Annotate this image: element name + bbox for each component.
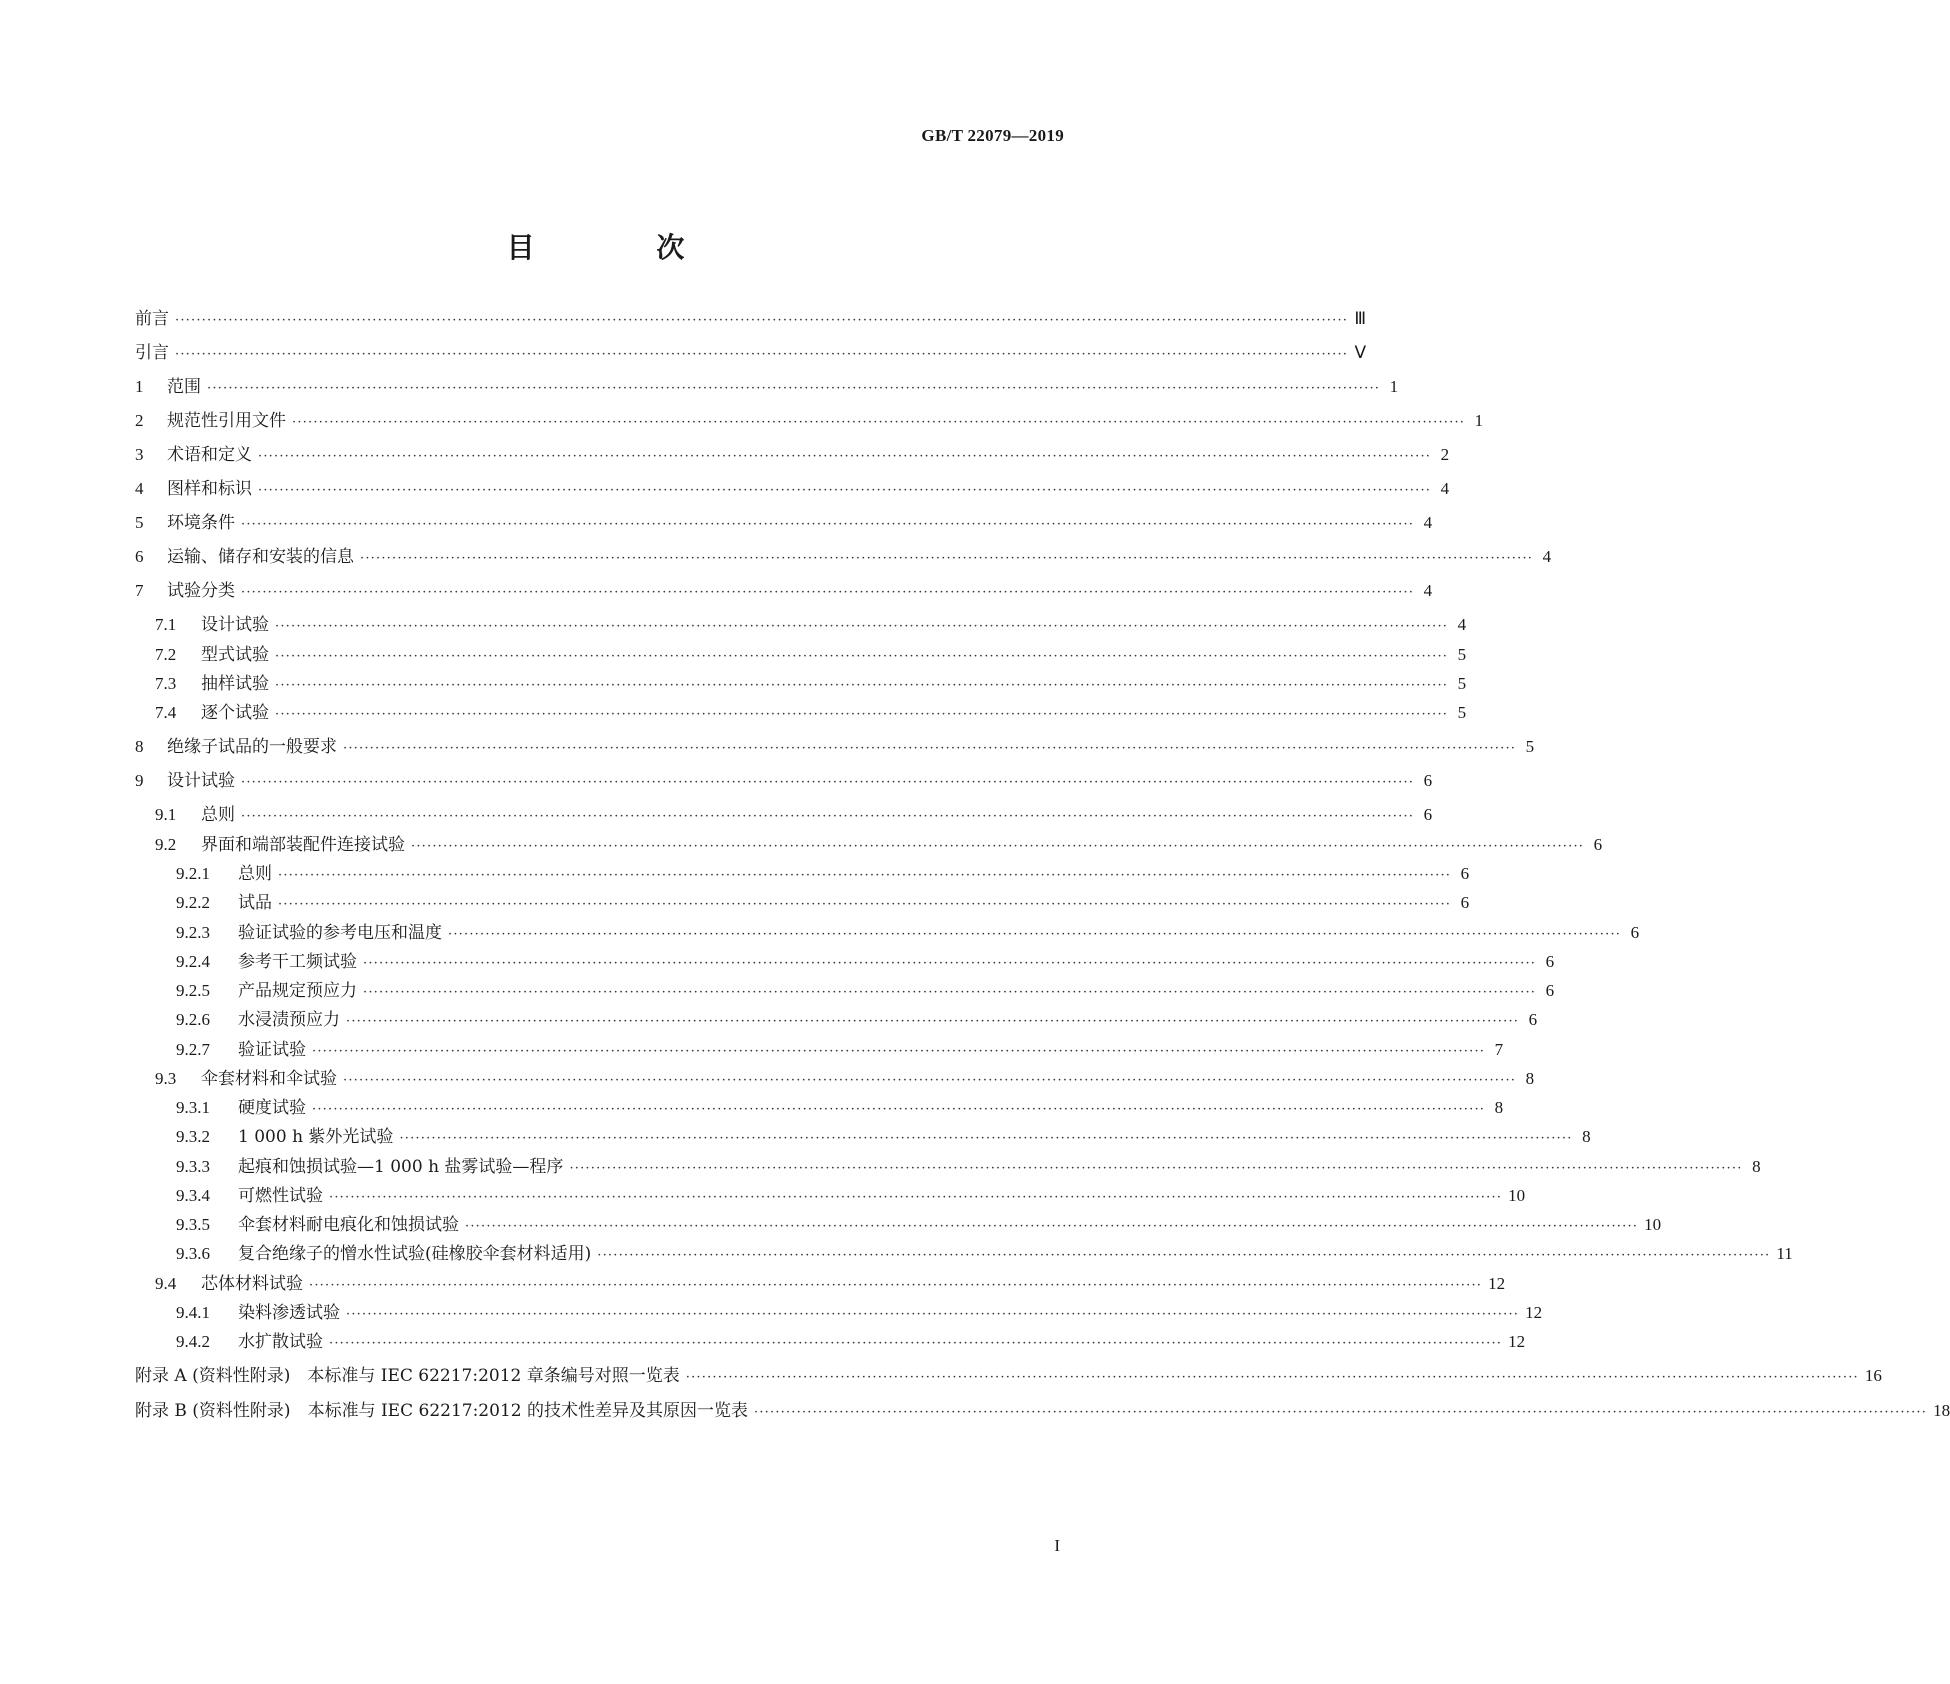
toc-entry-page: 6 [1460,864,1470,883]
toc-entry-label: 伞套材料耐电痕化和蚀损试验 [238,1215,459,1235]
toc-entry-page: 10 [1508,1186,1526,1205]
toc-entry-number: 9.3.1 [176,1098,210,1117]
toc-entry-label: 设计试验 [201,615,269,635]
dot-leader: ···························································································································································································································· [258,483,1432,498]
toc-entry-number: 6 [135,547,144,566]
toc-entry-label: 绝缘子试品的一般要求 [167,737,337,757]
toc-entry-page: 8 [1494,1098,1504,1117]
dot-leader: ···························································································································································································································· [329,1336,1503,1351]
dot-leader: ···························································································································································································································· [465,1219,1639,1234]
toc-entry-page: 4 [1423,513,1433,532]
dot-leader: ···························································································································································································································· [258,449,1432,464]
toc-entry-label: 水浸渍预应力 [238,1010,340,1030]
toc-entry[interactable] [176,978,1555,1002]
toc-entry[interactable] [176,1124,1591,1148]
toc-entry-page: Ⅴ [1354,343,1367,362]
toc-entry[interactable] [155,802,1433,826]
toc-entry[interactable] [135,510,1433,534]
toc-entry-label: 总则 [201,805,235,825]
toc-entry-page: 6 [1460,893,1470,912]
page-number: I [1054,1536,1060,1555]
toc-entry-page: 6 [1630,923,1640,942]
toc-entry-label: 试品 [238,893,272,913]
dot-leader: ···························································································································································································································· [346,1014,1520,1029]
toc-entry-label: 界面和端部装配件连接试验 [201,835,405,855]
standard-code: GB/T 22079—2019 [921,126,1064,145]
toc-entry-label: 前言 [135,309,169,329]
dot-leader: ···························································································································································································································· [685,1370,1859,1385]
toc-entry-page: 4 [1423,581,1433,600]
dot-leader: ···························································································································································································································· [448,927,1622,942]
toc-entry-number: 1 [135,377,144,396]
toc-entry-label: 验证试验 [238,1040,306,1060]
toc-entry[interactable] [155,642,1467,666]
toc-entry-label: 芯体材料试验 [201,1274,303,1294]
dot-leader: ···························································································································································································································· [175,347,1349,362]
toc-entry[interactable] [135,544,1552,568]
toc-entry-label: 设计试验 [167,771,235,791]
toc-entry-page: 12 [1488,1274,1506,1293]
toc-entry-page: 4 [1457,615,1467,634]
toc-entry[interactable] [176,1183,1526,1207]
toc-entry-page: 6 [1423,805,1433,824]
toc-entry-number: 9.4 [155,1274,177,1293]
toc-entry-label: 引言 [135,343,169,363]
toc-entry[interactable] [135,1398,1950,1422]
toc-entry-label: 产品规定预应力 [238,981,357,1001]
toc-entry-page: 6 [1593,835,1603,854]
toc-entry-page: 4 [1542,547,1552,566]
toc-entry-number: 9.2.6 [176,1010,210,1029]
dot-leader: ···························································································································································································································· [343,741,1517,756]
toc-entry-label: 术语和定义 [167,445,252,465]
toc-entry-page: 2 [1440,445,1450,464]
toc-entry-label: 1 000 h 紫外光试验 [238,1127,394,1147]
toc-entry-label: 起痕和蚀损试验—1 000 h 盐雾试验—程序 [238,1157,564,1177]
toc-entry-number: 9.2.2 [176,893,210,912]
dot-leader: ···························································································································································································································· [241,585,1415,600]
dot-leader: ···························································································································································································································· [312,1102,1486,1117]
toc-entry-number: 9.2.1 [176,864,210,883]
toc-entry[interactable] [155,612,1467,636]
dot-leader: ···························································································································································································································· [399,1131,1573,1146]
toc-entry-page: 8 [1752,1157,1761,1176]
toc-entry[interactable] [176,1329,1526,1353]
toc-entry-page: 11 [1776,1244,1793,1263]
toc-entry-label: 型式试验 [201,645,269,665]
toc-entry-label: 硬度试验 [238,1098,306,1118]
toc-entry-number: 2 [135,411,144,430]
toc-entry-number: 7.4 [155,703,177,722]
dot-leader: ···························································································································································································································· [329,1190,1503,1205]
toc-entry-page: 18 [1933,1401,1950,1420]
toc-entry[interactable] [135,306,1367,330]
dot-leader: ···························································································································································································································· [753,1405,1928,1420]
toc-entry-label: 抽样试验 [201,674,269,694]
toc-entry-label: 试验分类 [167,581,235,601]
dot-leader: ···························································································································································································································· [363,956,1537,971]
toc-entry-number: 9.2 [155,835,177,854]
toc-entry-number: 7.1 [155,615,177,634]
toc-entry-page: 7 [1494,1040,1504,1059]
toc-entry-number: 7.2 [155,645,177,664]
dot-leader: ···························································································································································································································· [312,1044,1486,1059]
toc-entry[interactable] [155,671,1467,695]
toc-entry-page: 16 [1864,1366,1882,1385]
toc-entry[interactable] [135,768,1433,792]
toc-entry-page: 10 [1644,1215,1662,1234]
toc-entry-page: 5 [1457,645,1467,664]
toc-entry[interactable] [135,734,1535,758]
toc-entry-label: 规范性引用文件 [167,411,286,431]
toc-entry-number: 9.4.1 [176,1303,210,1322]
toc-entry-label: 总则 [238,864,272,884]
dot-leader: ···························································································································································································································· [363,985,1537,1000]
toc-entry-label: 参考干工频试验 [238,952,357,972]
toc-entry-page: 5 [1525,737,1535,756]
dot-leader: ···························································································································································································································· [241,517,1415,532]
toc-entry-page: 6 [1423,771,1433,790]
toc-entry[interactable] [176,890,1470,914]
toc-entry-page: 5 [1457,703,1467,722]
toc-entry-number: 4 [135,479,144,498]
toc-entry[interactable] [176,1212,1662,1236]
toc-entry[interactable] [176,1037,1504,1061]
dot-leader: ···························································································································································································································· [346,1307,1520,1322]
toc-entry[interactable] [135,408,1484,432]
toc-entry-label: 附录 B (资料性附录) 本标准与 IEC 62217:2012 的技术性差异及其原因一览表 [135,1401,748,1421]
toc-entry-number: 9.4.2 [176,1332,210,1351]
toc-title: 目 次 [506,231,741,264]
dot-leader: ···························································································································································································································· [275,707,1449,722]
toc-entry-page: 5 [1457,674,1467,693]
toc-entry-number: 7 [135,581,144,600]
toc-entry-number: 9.2.7 [176,1040,210,1059]
toc-entry-number: 7.3 [155,674,177,693]
dot-leader: ···························································································································································································································· [309,1278,1483,1293]
toc-entry-label: 复合绝缘子的憎水性试验(硅橡胶伞套材料适用) [238,1244,592,1264]
dot-leader: ···························································································································································································································· [292,415,1466,430]
toc-entry[interactable] [135,578,1433,602]
toc-entry-label: 染料渗透试验 [238,1303,340,1323]
toc-entry-label: 可燃性试验 [238,1186,323,1206]
dot-leader: ···························································································································································································································· [569,1161,1743,1176]
toc-entry-label: 运输、储存和安装的信息 [167,547,354,567]
toc-entry-page: 1 [1474,411,1484,430]
toc-entry[interactable] [176,949,1555,973]
toc-entry-label: 逐个试验 [201,703,269,723]
dot-leader: ···························································································································································································································· [411,839,1585,854]
toc-entry[interactable] [176,1007,1538,1031]
toc-entry-number: 9.3.3 [176,1157,210,1176]
dot-leader: ···························································································································································································································· [175,313,1349,328]
dot-leader: ···························································································································································································································· [360,551,1534,566]
toc-entry-number: 8 [135,737,144,756]
toc-entry[interactable] [135,442,1450,466]
toc-entry-number: 9.1 [155,805,177,824]
toc-entry-label: 环境条件 [167,513,235,533]
toc-entry[interactable] [176,861,1470,885]
toc-entry[interactable] [155,1271,1506,1295]
toc-entry-label: 验证试验的参考电压和温度 [238,923,442,943]
toc-entry-number: 9.3 [155,1069,177,1088]
toc-entry[interactable] [135,374,1399,398]
toc-entry-page: 8 [1582,1127,1591,1146]
dot-leader: ···························································································································································································································· [275,619,1449,634]
dot-leader: ···························································································································································································································· [343,1073,1517,1088]
dot-leader: ···························································································································································································································· [241,775,1415,790]
toc-entry-page: 4 [1440,479,1450,498]
toc-entry-page: 6 [1545,952,1555,971]
toc-entry-page: 12 [1508,1332,1526,1351]
toc-entry-number: 9.3.2 [176,1127,210,1146]
toc-entry-label: 水扩散试验 [238,1332,323,1352]
toc-entry[interactable] [176,1300,1543,1324]
toc-entry[interactable] [155,700,1467,724]
toc-entry-number: 9.3.4 [176,1186,210,1205]
toc-entry-label: 范围 [167,377,201,397]
toc-entry-page: 12 [1525,1303,1543,1322]
toc-entry[interactable] [155,832,1603,856]
toc-entry-page: 1 [1389,377,1399,396]
dot-leader: ···························································································································································································································· [597,1248,1771,1263]
toc-entry-number: 3 [135,445,144,464]
toc-entry-page: Ⅲ [1354,309,1367,328]
toc-entry-page: 6 [1528,1010,1538,1029]
toc-entry-label: 附录 A (资料性附录) 本标准与 IEC 62217:2012 章条编号对照一览表 [135,1366,680,1386]
toc-entry-number: 9 [135,771,144,790]
toc-entry[interactable] [135,340,1367,364]
toc-entry-number: 9.3.5 [176,1215,210,1234]
toc-entry-number: 9.2.3 [176,923,210,942]
toc-entry-page: 8 [1525,1069,1535,1088]
toc-entry-number: 5 [135,513,144,532]
toc-entry[interactable] [176,1154,1761,1178]
toc-entry[interactable] [155,1066,1535,1090]
toc-entry[interactable] [135,476,1450,500]
toc-entry-number: 9.2.5 [176,981,210,1000]
toc-entry-page: 6 [1545,981,1555,1000]
dot-leader: ···························································································································································································································· [275,678,1449,693]
toc-entry-number: 9.2.4 [176,952,210,971]
dot-leader: ···························································································································································································································· [278,868,1452,883]
toc-entry-number: 9.3.6 [176,1244,210,1263]
toc-entry[interactable] [176,1241,1793,1265]
dot-leader: ···························································································································································································································· [241,809,1415,824]
dot-leader: ···························································································································································································································· [275,649,1449,664]
toc-entry[interactable] [135,1363,1882,1387]
toc-entry-label: 图样和标识 [167,479,252,499]
dot-leader: ···························································································································································································································· [278,897,1452,912]
dot-leader: ···························································································································································································································· [207,381,1381,396]
toc-entry-label: 伞套材料和伞试验 [201,1069,337,1089]
toc-entry[interactable] [176,920,1640,944]
toc-entry[interactable] [176,1095,1504,1119]
